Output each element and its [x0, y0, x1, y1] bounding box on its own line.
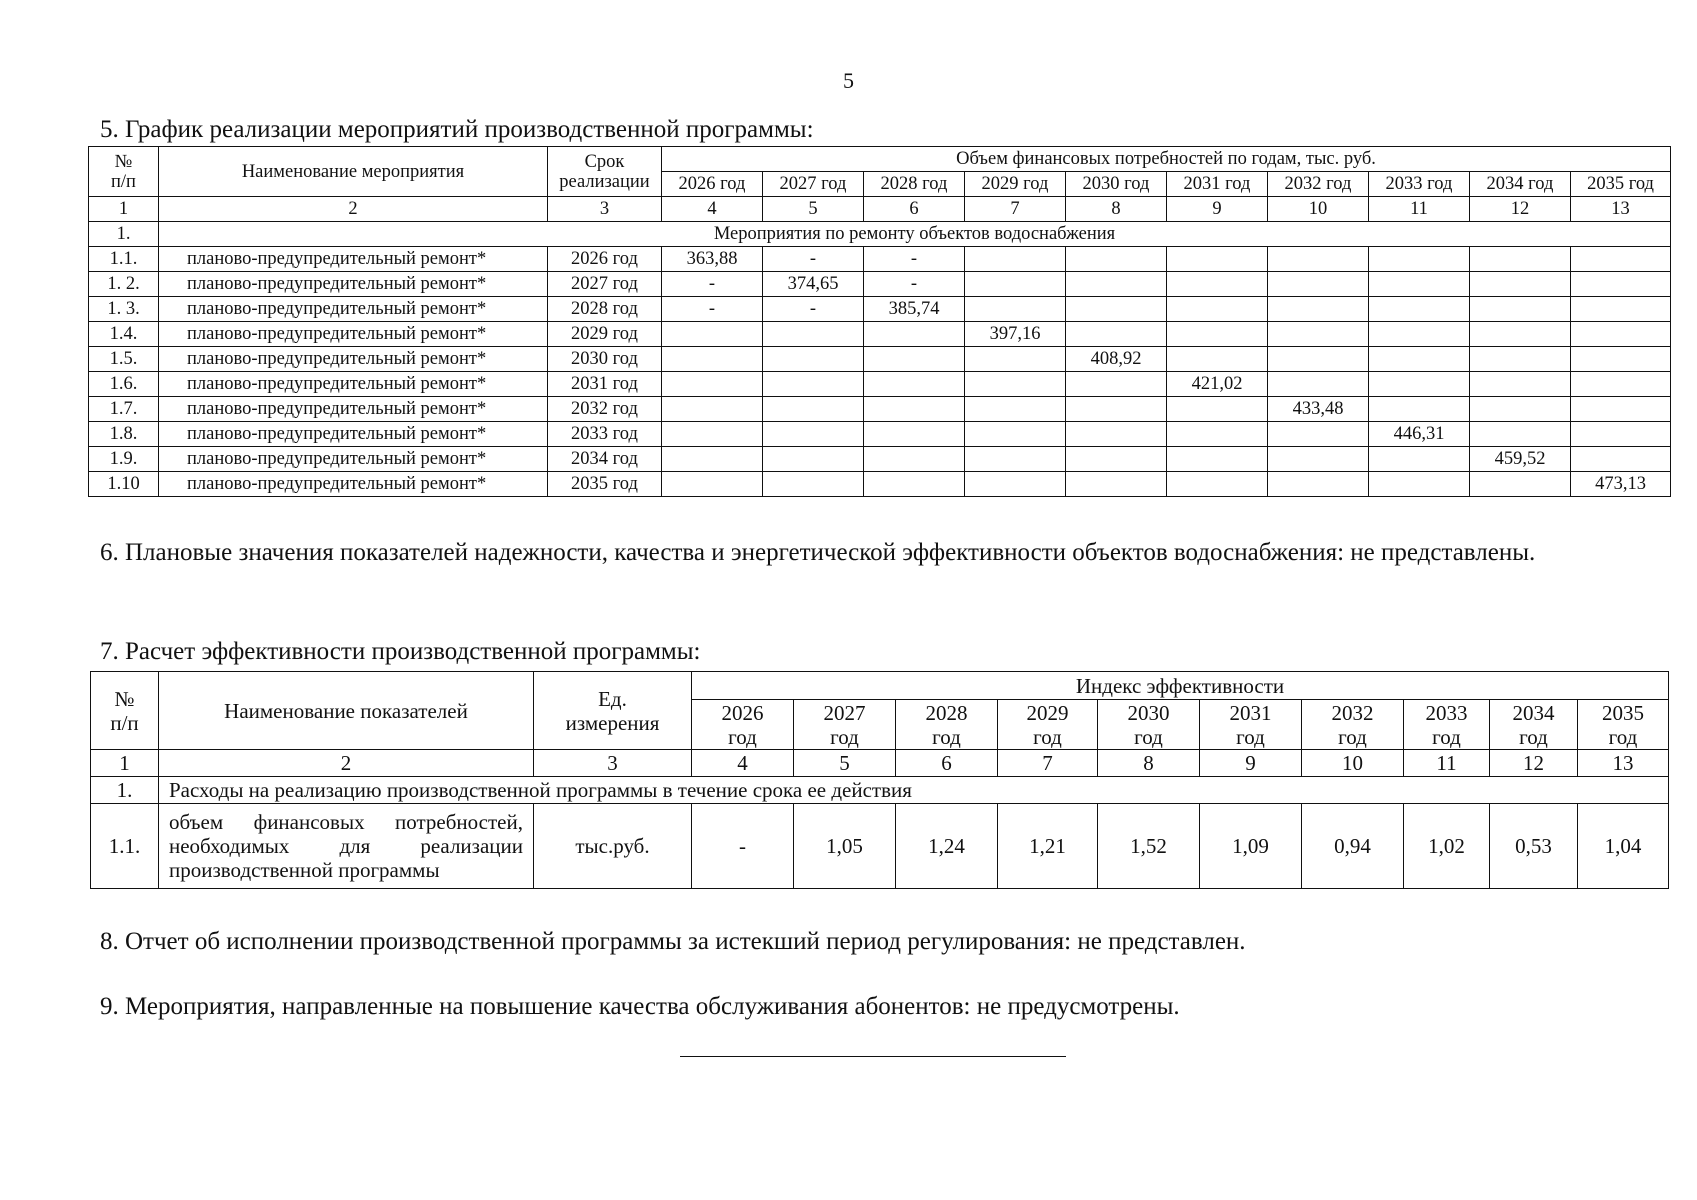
header-year-cell: 2035 год [1571, 172, 1671, 197]
header-year-cell: 2031 год [1167, 172, 1268, 197]
row-value-cell [965, 372, 1066, 397]
implementation-schedule-table [88, 146, 1671, 497]
table-row [89, 347, 1671, 372]
row-value-cell [864, 422, 965, 447]
row-value-cell [1369, 397, 1470, 422]
row-value-cell [1470, 322, 1571, 347]
row-value-cell [763, 472, 864, 497]
row-value-cell [864, 372, 965, 397]
column-number-cell: 1 [89, 197, 159, 222]
row-name: планово-предупредительный ремонт* [159, 397, 548, 422]
row-value-cell: - [763, 297, 864, 322]
row-value-cell [1369, 372, 1470, 397]
table-row [89, 322, 1671, 347]
row-value-cell [763, 322, 864, 347]
row-value-cell [965, 422, 1066, 447]
header-year-cell: 2029 год [998, 700, 1098, 750]
row-value-cell: 1,05 [794, 804, 896, 889]
row-value-cell [1167, 472, 1268, 497]
table-row [89, 297, 1671, 322]
header-year-cell: 2031 год [1200, 700, 1302, 750]
column-number-cell: 13 [1578, 750, 1669, 777]
row-value-cell [662, 322, 763, 347]
row-value-cell: 397,16 [965, 322, 1066, 347]
row-num: 1.1. [91, 804, 159, 889]
row-value-cell [1066, 372, 1167, 397]
row-value-cell [1369, 472, 1470, 497]
row-value-cell [662, 372, 763, 397]
row-value-cell: 1,24 [896, 804, 998, 889]
row-name: планово-предупредительный ремонт* [159, 372, 548, 397]
row-value-cell: 1,21 [998, 804, 1098, 889]
row-value-cell [1268, 422, 1369, 447]
row-value-cell [1268, 322, 1369, 347]
data-row [91, 804, 1669, 889]
row-value-cell: - [763, 247, 864, 272]
row-value-cell [1470, 347, 1571, 372]
row-num: 1.7. [89, 397, 159, 422]
row-value-cell: - [662, 272, 763, 297]
section-9-text: 9. Мероприятия, направленные на повышение качества обслуживания абонентов: не предусмотрены. [100, 993, 1180, 1020]
row-value-cell [662, 397, 763, 422]
row-value-cell [1268, 272, 1369, 297]
row-value-cell [1268, 347, 1369, 372]
header-term: Срок реализации [548, 147, 662, 197]
group-title: Мероприятия по ремонту объектов водоснабжения [159, 222, 1671, 247]
row-term: 2027 год [548, 272, 662, 297]
header-year-cell: 2027 год [763, 172, 864, 197]
row-name: планово-предупредительный ремонт* [159, 297, 548, 322]
table-row [89, 447, 1671, 472]
column-number-cell: 5 [763, 197, 864, 222]
row-value-cell: 363,88 [662, 247, 763, 272]
row-value-cell [1470, 397, 1571, 422]
row-value-cell: 446,31 [1369, 422, 1470, 447]
row-value-cell [1066, 472, 1167, 497]
column-number-cell: 11 [1404, 750, 1490, 777]
header-num: № п/п [89, 147, 159, 197]
row-value-cell [1066, 397, 1167, 422]
header-year-cell: 2028 год [896, 700, 998, 750]
row-value-cell [763, 397, 864, 422]
column-number-cell: 9 [1200, 750, 1302, 777]
column-number-cell: 5 [794, 750, 896, 777]
section-5-title: 5. График реализации мероприятий производственной программы: [100, 116, 814, 143]
row-value-cell [763, 347, 864, 372]
row-value-cell: 421,02 [1167, 372, 1268, 397]
header-year-cell: 2032 год [1268, 172, 1369, 197]
row-value-cell: - [864, 247, 965, 272]
row-value-cell: 1,04 [1578, 804, 1669, 889]
column-number-cell: 10 [1268, 197, 1369, 222]
row-value-cell [1470, 272, 1571, 297]
row-value-cell [1470, 247, 1571, 272]
row-value-cell [965, 297, 1066, 322]
column-number-cell: 4 [692, 750, 794, 777]
row-value-cell [662, 472, 763, 497]
row-value-cell [1268, 447, 1369, 472]
column-number-cell: 3 [534, 750, 692, 777]
row-value-cell: - [662, 297, 763, 322]
header-row [89, 147, 1671, 172]
column-number-cell: 12 [1470, 197, 1571, 222]
row-name: планово-предупредительный ремонт* [159, 472, 548, 497]
row-num: 1.5. [89, 347, 159, 372]
row-value-cell [1571, 447, 1671, 472]
column-numbers-row [91, 750, 1669, 777]
row-value-cell [1571, 297, 1671, 322]
row-num: 1.1. [89, 247, 159, 272]
row-value-cell [1268, 297, 1369, 322]
row-value-cell: 1,52 [1098, 804, 1200, 889]
row-value-cell [1066, 272, 1167, 297]
row-value-cell [1167, 297, 1268, 322]
row-name: объем финансовых потребностей, необходимых для реализации производственной программы [159, 804, 534, 889]
header-year-cell: 2026 год [662, 172, 763, 197]
row-num: 1.6. [89, 372, 159, 397]
column-number-cell: 7 [965, 197, 1066, 222]
row-name: планово-предупредительный ремонт* [159, 247, 548, 272]
row-value-cell [965, 447, 1066, 472]
row-value-cell [1369, 347, 1470, 372]
column-numbers-row [89, 197, 1671, 222]
row-value-cell [965, 272, 1066, 297]
row-value-cell [1470, 372, 1571, 397]
row-value-cell [1571, 397, 1671, 422]
row-value-cell [1268, 472, 1369, 497]
schedule-table-body [89, 147, 1671, 497]
header-name: Наименование мероприятия [159, 147, 548, 197]
efficiency-table [90, 671, 1669, 889]
header-year-cell: 2030 год [1098, 700, 1200, 750]
row-value-cell [1167, 272, 1268, 297]
row-name: планово-предупредительный ремонт* [159, 272, 548, 297]
row-term: 2033 год [548, 422, 662, 447]
header-name: Наименование показателей [159, 672, 534, 750]
row-term: 2032 год [548, 397, 662, 422]
section-6-text: 6. Плановые значения показателей надежности, качества и энергетической эффективности объектов водоснабжения: не представлены. [100, 539, 1536, 566]
row-value-cell [1571, 372, 1671, 397]
row-term: 2035 год [548, 472, 662, 497]
column-number-cell: 1 [91, 750, 159, 777]
header-year-cell: 2033 год [1404, 700, 1490, 750]
row-value-cell: - [692, 804, 794, 889]
row-term: 2026 год [548, 247, 662, 272]
row-value-cell [662, 347, 763, 372]
row-value-cell: 408,92 [1066, 347, 1167, 372]
table-row [89, 397, 1671, 422]
row-value-cell [1571, 347, 1671, 372]
table-row [89, 247, 1671, 272]
row-term: 2030 год [548, 347, 662, 372]
row-value-cell [1369, 247, 1470, 272]
column-number-cell: 6 [896, 750, 998, 777]
column-number-cell: 6 [864, 197, 965, 222]
row-value-cell: 0,53 [1490, 804, 1578, 889]
row-num: 1. 3. [89, 297, 159, 322]
row-value-cell [965, 472, 1066, 497]
header-year-cell: 2027 год [794, 700, 896, 750]
row-value-cell [965, 397, 1066, 422]
group-row [89, 222, 1671, 247]
row-value-cell [1369, 447, 1470, 472]
row-value-cell: 385,74 [864, 297, 965, 322]
row-value-cell [1167, 247, 1268, 272]
row-value-cell [1571, 322, 1671, 347]
row-value-cell: 1,09 [1200, 804, 1302, 889]
row-value-cell [864, 347, 965, 372]
column-number-cell: 9 [1167, 197, 1268, 222]
table-row [89, 472, 1671, 497]
row-name: планово-предупредительный ремонт* [159, 447, 548, 472]
column-number-cell: 7 [998, 750, 1098, 777]
row-value-cell [1167, 397, 1268, 422]
column-number-cell: 8 [1066, 197, 1167, 222]
row-value-cell [1369, 297, 1470, 322]
group-title: Расходы на реализацию производственной программы в течение срока ее действия [159, 777, 1669, 804]
row-value-cell [1470, 297, 1571, 322]
table-row [89, 422, 1671, 447]
header-year-cell: 2033 год [1369, 172, 1470, 197]
row-name: планово-предупредительный ремонт* [159, 322, 548, 347]
row-value-cell [1268, 247, 1369, 272]
header-year-cell: 2034 год [1490, 700, 1578, 750]
row-value-cell [1571, 422, 1671, 447]
page-number: 5 [843, 68, 854, 93]
row-value-cell [763, 447, 864, 472]
end-divider [680, 1056, 1066, 1057]
row-num: 1.10 [89, 472, 159, 497]
row-value-cell [763, 422, 864, 447]
column-number-cell: 4 [662, 197, 763, 222]
row-value-cell [662, 447, 763, 472]
row-value-cell [1470, 472, 1571, 497]
header-num: № п/п [91, 672, 159, 750]
section-7-title: 7. Расчет эффективности производственной программы: [100, 638, 701, 665]
row-num: 1.8. [89, 422, 159, 447]
row-value-cell: 459,52 [1470, 447, 1571, 472]
column-number-cell: 3 [548, 197, 662, 222]
table-row [89, 272, 1671, 297]
row-value-cell: 374,65 [763, 272, 864, 297]
section-8-text: 8. Отчет об исполнении производственной программы за истекший период регулирования: не представлен. [100, 928, 1246, 955]
column-number-cell: 2 [159, 197, 548, 222]
header-year-cell: 2026 год [692, 700, 794, 750]
row-term: 2029 год [548, 322, 662, 347]
row-value-cell [1571, 272, 1671, 297]
row-value-cell [1571, 247, 1671, 272]
header-index: Индекс эффективности [692, 672, 1669, 700]
row-value-cell [1066, 322, 1167, 347]
row-unit: тыс.руб. [534, 804, 692, 889]
header-year-cell: 2035 год [1578, 700, 1669, 750]
row-value-cell [1167, 322, 1268, 347]
row-term: 2031 год [548, 372, 662, 397]
row-value-cell [1369, 322, 1470, 347]
row-value-cell [864, 397, 965, 422]
column-number-cell: 10 [1302, 750, 1404, 777]
header-year-cell: 2029 год [965, 172, 1066, 197]
efficiency-table-body [91, 672, 1669, 889]
row-value-cell [1167, 422, 1268, 447]
row-value-cell [1066, 447, 1167, 472]
row-value-cell [864, 447, 965, 472]
header-unit: Ед. измерения [534, 672, 692, 750]
header-row [91, 672, 1669, 700]
row-value-cell [1167, 447, 1268, 472]
group-num: 1. [91, 777, 159, 804]
column-number-cell: 11 [1369, 197, 1470, 222]
row-value-cell [1268, 372, 1369, 397]
row-value-cell [864, 472, 965, 497]
header-year-cell: 2028 год [864, 172, 965, 197]
row-num: 1. 2. [89, 272, 159, 297]
row-value-cell [1470, 422, 1571, 447]
row-value-cell [1369, 272, 1470, 297]
column-number-cell: 13 [1571, 197, 1671, 222]
row-value-cell [1066, 247, 1167, 272]
row-value-cell: - [864, 272, 965, 297]
group-row [91, 777, 1669, 804]
group-num: 1. [89, 222, 159, 247]
row-term: 2028 год [548, 297, 662, 322]
row-num: 1.4. [89, 322, 159, 347]
column-number-cell: 8 [1098, 750, 1200, 777]
header-year-cell: 2034 год [1470, 172, 1571, 197]
header-year-cell: 2030 год [1066, 172, 1167, 197]
header-year-cell: 2032 год [1302, 700, 1404, 750]
row-value-cell: 433,48 [1268, 397, 1369, 422]
row-value-cell [1066, 422, 1167, 447]
row-value-cell [662, 422, 763, 447]
column-number-cell: 12 [1490, 750, 1578, 777]
row-value-cell [763, 372, 864, 397]
row-term: 2034 год [548, 447, 662, 472]
row-name: планово-предупредительный ремонт* [159, 422, 548, 447]
row-value-cell: 473,13 [1571, 472, 1671, 497]
column-number-cell: 2 [159, 750, 534, 777]
row-value-cell [864, 322, 965, 347]
row-value-cell [1167, 347, 1268, 372]
row-value-cell: 0,94 [1302, 804, 1404, 889]
row-value-cell: 1,02 [1404, 804, 1490, 889]
row-name: планово-предупредительный ремонт* [159, 347, 548, 372]
row-num: 1.9. [89, 447, 159, 472]
table-row [89, 372, 1671, 397]
row-value-cell [965, 347, 1066, 372]
row-value-cell [965, 247, 1066, 272]
row-value-cell [1066, 297, 1167, 322]
header-volume: Объем финансовых потребностей по годам, тыс. руб. [662, 147, 1671, 172]
